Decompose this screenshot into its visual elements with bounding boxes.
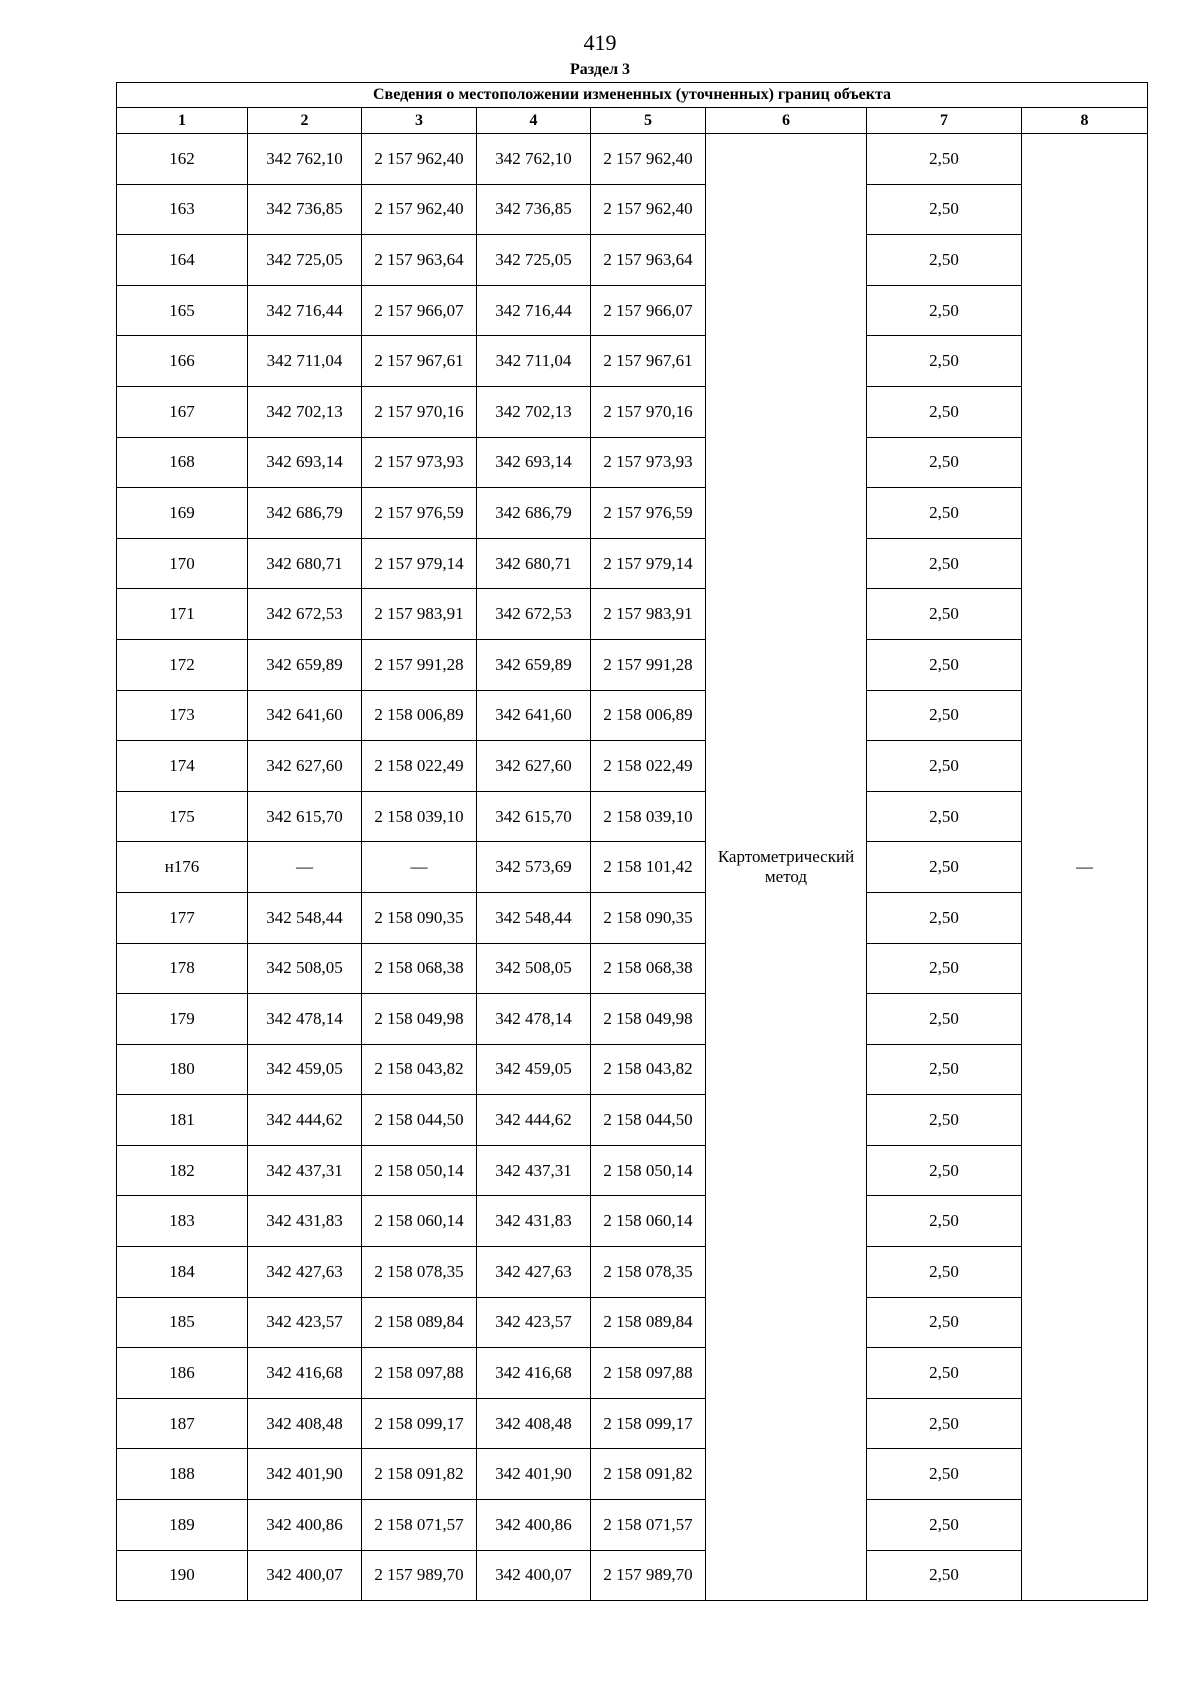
existing-x-cell: 342 401,90: [248, 1449, 362, 1500]
updated-y-cell: 2 158 099,17: [591, 1398, 706, 1449]
table-row: [117, 791, 1148, 842]
point-number-cell: 189: [117, 1500, 248, 1551]
accuracy-cell: 2,50: [867, 1550, 1022, 1601]
existing-x-cell: 342 423,57: [248, 1297, 362, 1348]
point-number-cell: 180: [117, 1044, 248, 1095]
existing-y-cell: 2 158 089,84: [362, 1297, 477, 1348]
table-row: [117, 892, 1148, 943]
point-number-cell: 174: [117, 741, 248, 792]
existing-x-cell: 342 702,13: [248, 386, 362, 437]
section-title: Раздел 3: [569, 61, 631, 78]
existing-y-cell: 2 158 049,98: [362, 994, 477, 1045]
point-number-cell: 175: [117, 791, 248, 842]
existing-y-cell: 2 158 078,35: [362, 1247, 477, 1298]
updated-x-cell: 342 693,14: [477, 437, 591, 488]
point-number-cell: 167: [117, 386, 248, 437]
updated-x-cell: 342 627,60: [477, 741, 591, 792]
updated-x-cell: 342 711,04: [477, 336, 591, 387]
existing-x-cell: 342 427,63: [248, 1247, 362, 1298]
table-row: [117, 1550, 1148, 1601]
existing-x-cell: 342 508,05: [248, 943, 362, 994]
accuracy-cell: 2,50: [867, 134, 1022, 185]
accuracy-cell: 2,50: [867, 1398, 1022, 1449]
existing-x-cell: 342 416,68: [248, 1348, 362, 1399]
updated-x-cell: 342 659,89: [477, 639, 591, 690]
updated-y-cell: 2 158 022,49: [591, 741, 706, 792]
updated-y-cell: 2 158 006,89: [591, 690, 706, 741]
existing-y-cell: 2 158 050,14: [362, 1145, 477, 1196]
table-row: [117, 437, 1148, 488]
existing-x-cell: 342 400,86: [248, 1500, 362, 1551]
table-row: [117, 1348, 1148, 1399]
point-number-cell: 182: [117, 1145, 248, 1196]
updated-y-cell: 2 158 090,35: [591, 892, 706, 943]
updated-x-cell: 342 725,05: [477, 235, 591, 286]
existing-y-cell: 2 157 970,16: [362, 386, 477, 437]
updated-x-cell: 342 508,05: [477, 943, 591, 994]
point-number-cell: 164: [117, 235, 248, 286]
existing-y-cell: 2 158 097,88: [362, 1348, 477, 1399]
table-row: [117, 134, 1148, 185]
updated-y-cell: 2 157 962,40: [591, 184, 706, 235]
accuracy-cell: 2,50: [867, 1247, 1022, 1298]
accuracy-cell: 2,50: [867, 235, 1022, 286]
table-row: [117, 1398, 1148, 1449]
point-number-cell: 179: [117, 994, 248, 1045]
updated-x-cell: 342 444,62: [477, 1095, 591, 1146]
point-number-cell: 178: [117, 943, 248, 994]
accuracy-cell: 2,50: [867, 285, 1022, 336]
table-row: [117, 741, 1148, 792]
point-number-cell: 166: [117, 336, 248, 387]
column-number-row: [117, 108, 1148, 134]
table-row: [117, 1297, 1148, 1348]
accuracy-cell: 2,50: [867, 690, 1022, 741]
table-caption: Сведения о местоположении измененных (уточненных) границ объекта: [117, 83, 1148, 108]
existing-y-cell: 2 157 991,28: [362, 639, 477, 690]
accuracy-cell: 2,50: [867, 488, 1022, 539]
table-row: [117, 1247, 1148, 1298]
accuracy-cell: 2,50: [867, 589, 1022, 640]
column-number: 6: [706, 108, 867, 134]
existing-x-cell: 342 615,70: [248, 791, 362, 842]
existing-y-cell: 2 157 962,40: [362, 184, 477, 235]
updated-y-cell: 2 157 963,64: [591, 235, 706, 286]
accuracy-cell: 2,50: [867, 639, 1022, 690]
existing-x-cell: 342 641,60: [248, 690, 362, 741]
table-row: [117, 690, 1148, 741]
accuracy-cell: 2,50: [867, 1500, 1022, 1551]
existing-x-cell: 342 762,10: [248, 134, 362, 185]
updated-x-cell: 342 408,48: [477, 1398, 591, 1449]
updated-x-cell: 342 548,44: [477, 892, 591, 943]
updated-y-cell: 2 157 976,59: [591, 488, 706, 539]
updated-y-cell: 2 158 097,88: [591, 1348, 706, 1399]
point-number-cell: 186: [117, 1348, 248, 1399]
updated-x-cell: 342 686,79: [477, 488, 591, 539]
existing-y-cell: 2 158 043,82: [362, 1044, 477, 1095]
existing-x-cell: 342 725,05: [248, 235, 362, 286]
existing-x-cell: 342 736,85: [248, 184, 362, 235]
table-row: [117, 994, 1148, 1045]
updated-x-cell: 342 573,69: [477, 842, 591, 893]
existing-x-cell: 342 672,53: [248, 589, 362, 640]
updated-x-cell: 342 680,71: [477, 538, 591, 589]
table-body: [117, 134, 1148, 1601]
updated-x-cell: 342 416,68: [477, 1348, 591, 1399]
updated-x-cell: 342 762,10: [477, 134, 591, 185]
table-row: [117, 1095, 1148, 1146]
updated-x-cell: 342 615,70: [477, 791, 591, 842]
updated-y-cell: 2 157 967,61: [591, 336, 706, 387]
description-cell: —: [1022, 134, 1148, 1601]
existing-y-cell: 2 158 039,10: [362, 791, 477, 842]
accuracy-cell: 2,50: [867, 336, 1022, 387]
point-number-cell: 163: [117, 184, 248, 235]
point-number-cell: 169: [117, 488, 248, 539]
column-number: 7: [867, 108, 1022, 134]
existing-y-cell: 2 157 979,14: [362, 538, 477, 589]
accuracy-cell: 2,50: [867, 1145, 1022, 1196]
updated-y-cell: 2 157 970,16: [591, 386, 706, 437]
point-number-cell: 162: [117, 134, 248, 185]
existing-y-cell: 2 157 989,70: [362, 1550, 477, 1601]
existing-y-cell: 2 157 963,64: [362, 235, 477, 286]
existing-y-cell: 2 157 966,07: [362, 285, 477, 336]
updated-x-cell: 342 672,53: [477, 589, 591, 640]
column-number: 3: [362, 108, 477, 134]
updated-y-cell: 2 158 068,38: [591, 943, 706, 994]
accuracy-cell: 2,50: [867, 1196, 1022, 1247]
existing-y-cell: 2 158 091,82: [362, 1449, 477, 1500]
existing-y-cell: 2 158 006,89: [362, 690, 477, 741]
point-number-cell: 190: [117, 1550, 248, 1601]
column-number: 8: [1022, 108, 1148, 134]
existing-y-cell: 2 157 983,91: [362, 589, 477, 640]
existing-y-cell: 2 157 973,93: [362, 437, 477, 488]
updated-y-cell: 2 157 973,93: [591, 437, 706, 488]
table-row: [117, 943, 1148, 994]
accuracy-cell: 2,50: [867, 791, 1022, 842]
point-number-cell: 188: [117, 1449, 248, 1500]
point-number-cell: 171: [117, 589, 248, 640]
table-row: [117, 1196, 1148, 1247]
existing-y-cell: 2 158 071,57: [362, 1500, 477, 1551]
point-number-cell: 187: [117, 1398, 248, 1449]
accuracy-cell: 2,50: [867, 538, 1022, 589]
updated-x-cell: 342 459,05: [477, 1044, 591, 1095]
updated-x-cell: 342 736,85: [477, 184, 591, 235]
updated-y-cell: 2 158 089,84: [591, 1297, 706, 1348]
table-row: [117, 184, 1148, 235]
updated-y-cell: 2 157 962,40: [591, 134, 706, 185]
existing-x-cell: 342 478,14: [248, 994, 362, 1045]
accuracy-cell: 2,50: [867, 1348, 1022, 1399]
existing-y-cell: 2 158 022,49: [362, 741, 477, 792]
existing-y-cell: 2 158 044,50: [362, 1095, 477, 1146]
updated-y-cell: 2 157 983,91: [591, 589, 706, 640]
updated-x-cell: 342 431,83: [477, 1196, 591, 1247]
updated-x-cell: 342 400,86: [477, 1500, 591, 1551]
table-row: [117, 386, 1148, 437]
point-number-cell: 183: [117, 1196, 248, 1247]
updated-y-cell: 2 158 039,10: [591, 791, 706, 842]
table-row: [117, 235, 1148, 286]
existing-y-cell: 2 158 060,14: [362, 1196, 477, 1247]
page-number: 419: [583, 30, 617, 55]
updated-y-cell: 2 158 050,14: [591, 1145, 706, 1196]
existing-x-cell: 342 431,83: [248, 1196, 362, 1247]
updated-x-cell: 342 478,14: [477, 994, 591, 1045]
point-number-cell: 173: [117, 690, 248, 741]
existing-x-cell: 342 693,14: [248, 437, 362, 488]
column-number: 2: [248, 108, 362, 134]
updated-y-cell: 2 157 979,14: [591, 538, 706, 589]
updated-y-cell: 2 158 101,42: [591, 842, 706, 893]
updated-x-cell: 342 437,31: [477, 1145, 591, 1196]
accuracy-cell: 2,50: [867, 1095, 1022, 1146]
method-cell: Картометрический метод: [706, 134, 867, 1601]
updated-y-cell: 2 157 989,70: [591, 1550, 706, 1601]
point-number-cell: 177: [117, 892, 248, 943]
table-row: [117, 538, 1148, 589]
updated-x-cell: 342 702,13: [477, 386, 591, 437]
accuracy-cell: 2,50: [867, 386, 1022, 437]
table-row: [117, 336, 1148, 387]
table-row: [117, 285, 1148, 336]
existing-x-cell: —: [248, 842, 362, 893]
existing-x-cell: 342 659,89: [248, 639, 362, 690]
existing-x-cell: 342 459,05: [248, 1044, 362, 1095]
accuracy-cell: 2,50: [867, 994, 1022, 1045]
table-row: [117, 1449, 1148, 1500]
existing-x-cell: 342 444,62: [248, 1095, 362, 1146]
updated-y-cell: 2 157 966,07: [591, 285, 706, 336]
point-number-cell: 184: [117, 1247, 248, 1298]
existing-y-cell: 2 157 967,61: [362, 336, 477, 387]
existing-y-cell: —: [362, 842, 477, 893]
table-row: [117, 589, 1148, 640]
existing-y-cell: 2 158 068,38: [362, 943, 477, 994]
table-row: [117, 1145, 1148, 1196]
boundary-coordinates-table: [116, 82, 1148, 1601]
existing-y-cell: 2 157 962,40: [362, 134, 477, 185]
updated-y-cell: 2 158 078,35: [591, 1247, 706, 1298]
accuracy-cell: 2,50: [867, 892, 1022, 943]
column-number: 1: [117, 108, 248, 134]
accuracy-cell: 2,50: [867, 1297, 1022, 1348]
updated-x-cell: 342 427,63: [477, 1247, 591, 1298]
updated-x-cell: 342 400,07: [477, 1550, 591, 1601]
updated-y-cell: 2 158 044,50: [591, 1095, 706, 1146]
point-number-cell: 181: [117, 1095, 248, 1146]
table-row: [117, 488, 1148, 539]
existing-x-cell: 342 437,31: [248, 1145, 362, 1196]
updated-y-cell: 2 158 043,82: [591, 1044, 706, 1095]
accuracy-cell: 2,50: [867, 1449, 1022, 1500]
existing-y-cell: 2 158 099,17: [362, 1398, 477, 1449]
existing-x-cell: 342 711,04: [248, 336, 362, 387]
table-row: [117, 1500, 1148, 1551]
point-number-cell: 170: [117, 538, 248, 589]
accuracy-cell: 2,50: [867, 184, 1022, 235]
accuracy-cell: 2,50: [867, 842, 1022, 893]
existing-x-cell: 342 400,07: [248, 1550, 362, 1601]
existing-x-cell: 342 680,71: [248, 538, 362, 589]
existing-x-cell: 342 408,48: [248, 1398, 362, 1449]
updated-y-cell: 2 158 049,98: [591, 994, 706, 1045]
point-number-cell: 185: [117, 1297, 248, 1348]
existing-x-cell: 342 627,60: [248, 741, 362, 792]
point-number-cell: 165: [117, 285, 248, 336]
updated-y-cell: 2 157 991,28: [591, 639, 706, 690]
updated-y-cell: 2 158 091,82: [591, 1449, 706, 1500]
existing-y-cell: 2 157 976,59: [362, 488, 477, 539]
updated-y-cell: 2 158 071,57: [591, 1500, 706, 1551]
table-row: [117, 639, 1148, 690]
point-number-cell: 172: [117, 639, 248, 690]
column-number: 5: [591, 108, 706, 134]
existing-y-cell: 2 158 090,35: [362, 892, 477, 943]
existing-x-cell: 342 686,79: [248, 488, 362, 539]
accuracy-cell: 2,50: [867, 741, 1022, 792]
existing-x-cell: 342 548,44: [248, 892, 362, 943]
accuracy-cell: 2,50: [867, 943, 1022, 994]
table-row: [117, 1044, 1148, 1095]
updated-y-cell: 2 158 060,14: [591, 1196, 706, 1247]
table-row: [117, 842, 1148, 893]
accuracy-cell: 2,50: [867, 1044, 1022, 1095]
updated-x-cell: 342 716,44: [477, 285, 591, 336]
column-number: 4: [477, 108, 591, 134]
updated-x-cell: 342 641,60: [477, 690, 591, 741]
accuracy-cell: 2,50: [867, 437, 1022, 488]
updated-x-cell: 342 401,90: [477, 1449, 591, 1500]
existing-x-cell: 342 716,44: [248, 285, 362, 336]
updated-x-cell: 342 423,57: [477, 1297, 591, 1348]
point-number-cell: 168: [117, 437, 248, 488]
point-number-cell: н176: [117, 842, 248, 893]
